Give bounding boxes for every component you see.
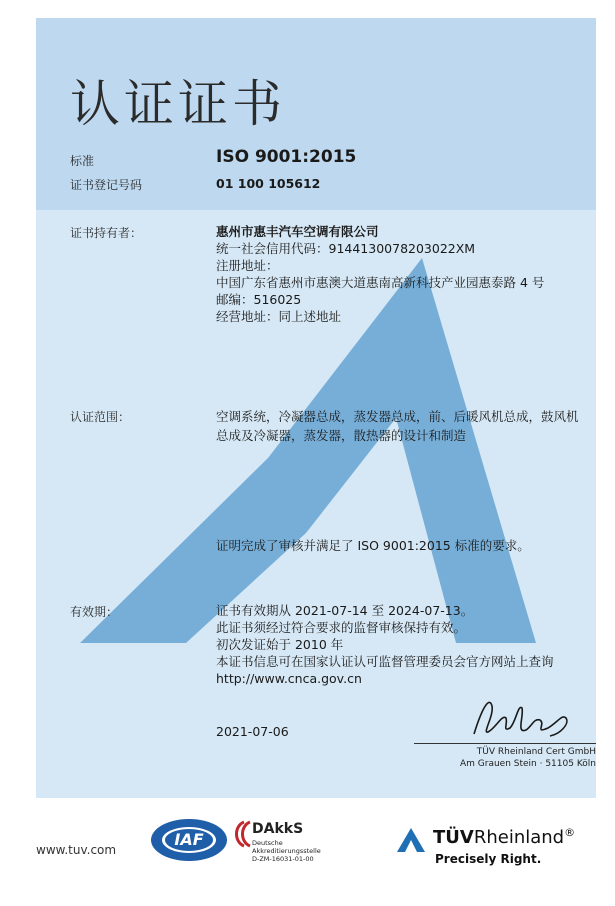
holder-name: 惠州市惠丰汽车空调有限公司 bbox=[216, 224, 379, 239]
issuer-name: TÜV Rheinland Cert GmbH bbox=[476, 747, 596, 757]
validity-line-5: http://www.cnca.gov.cn bbox=[216, 671, 362, 686]
dakks-title: DAkkS bbox=[252, 821, 304, 837]
certificate-title: 认证证书 bbox=[70, 75, 286, 133]
tuv-triangle-icon bbox=[395, 826, 427, 854]
tuv-brand-rest: Rheinland bbox=[473, 827, 565, 848]
validity-line-1: 证书有效期从 2021-07-14 至 2024-07-13。 bbox=[216, 603, 474, 618]
standard-label: 标准 bbox=[70, 154, 95, 168]
postcode: 邮编：516025 bbox=[216, 292, 302, 307]
validity-line-4: 本证书信息可在国家认证认可监督管理委员会官方网站上查询 bbox=[216, 654, 554, 669]
validity-label: 有效期： bbox=[70, 605, 119, 619]
dakks-line-3: D-ZM-16031-01-00 bbox=[252, 855, 314, 863]
holder-label: 证书持有者： bbox=[70, 226, 143, 240]
dakks-bracket-icon bbox=[230, 820, 254, 848]
certificate-panel bbox=[36, 18, 596, 798]
tuv-slogan: Precisely Right. bbox=[435, 852, 542, 866]
reg-no-value: 01 100 105612 bbox=[216, 176, 321, 191]
issuer-block bbox=[426, 746, 596, 770]
footer-url-link[interactable]: www.tuv.com bbox=[36, 843, 117, 857]
audit-statement: 证明完成了审核并满足了 ISO 9001:2015 标准的要求。 bbox=[216, 538, 530, 553]
dakks-line-2: Akkreditierungsstelle bbox=[252, 847, 321, 855]
reg-address: 中国广东省惠州市惠澳大道惠南高新科技产业园惠泰路 4 号 bbox=[216, 275, 545, 290]
credit-code: 统一社会信用代码：9144130078203022XM bbox=[216, 241, 476, 256]
validity-block bbox=[216, 602, 591, 687]
business-address: 经营地址：同上述地址 bbox=[216, 309, 342, 324]
iaf-logo-text: IAF bbox=[174, 830, 204, 849]
scope-line-2: 总成及冷凝器，蒸发器，散热器的设计和制造 bbox=[216, 428, 467, 443]
reg-no-label: 证书登记号码 bbox=[70, 178, 143, 192]
iaf-logo bbox=[150, 818, 228, 862]
holder-block bbox=[216, 223, 586, 325]
signature-icon bbox=[466, 694, 576, 742]
tuv-registered-mark: ® bbox=[564, 826, 576, 839]
scope-label: 认证范围： bbox=[70, 410, 131, 424]
issuer-address: Am Grauen Stein · 51105 Köln bbox=[459, 759, 596, 769]
standard-value: ISO 9001:2015 bbox=[216, 147, 357, 167]
tuv-brand bbox=[433, 826, 575, 848]
validity-line-3: 初次发证始于 2010 年 bbox=[216, 637, 344, 652]
signature-line bbox=[414, 743, 596, 744]
reg-address-label: 注册地址： bbox=[216, 258, 279, 273]
scope-block bbox=[216, 407, 591, 445]
scope-line-1: 空调系统，冷凝器总成，蒸发器总成，前、后暖风机总成，鼓风机 bbox=[216, 409, 579, 424]
tuv-brand-bold: TÜV bbox=[433, 827, 474, 848]
validity-line-2: 此证书须经过符合要求的监督审核保持有效。 bbox=[216, 620, 467, 635]
issue-date: 2021-07-06 bbox=[216, 724, 289, 739]
dakks-text bbox=[252, 839, 321, 863]
dakks-line-1: Deutsche bbox=[252, 839, 283, 847]
